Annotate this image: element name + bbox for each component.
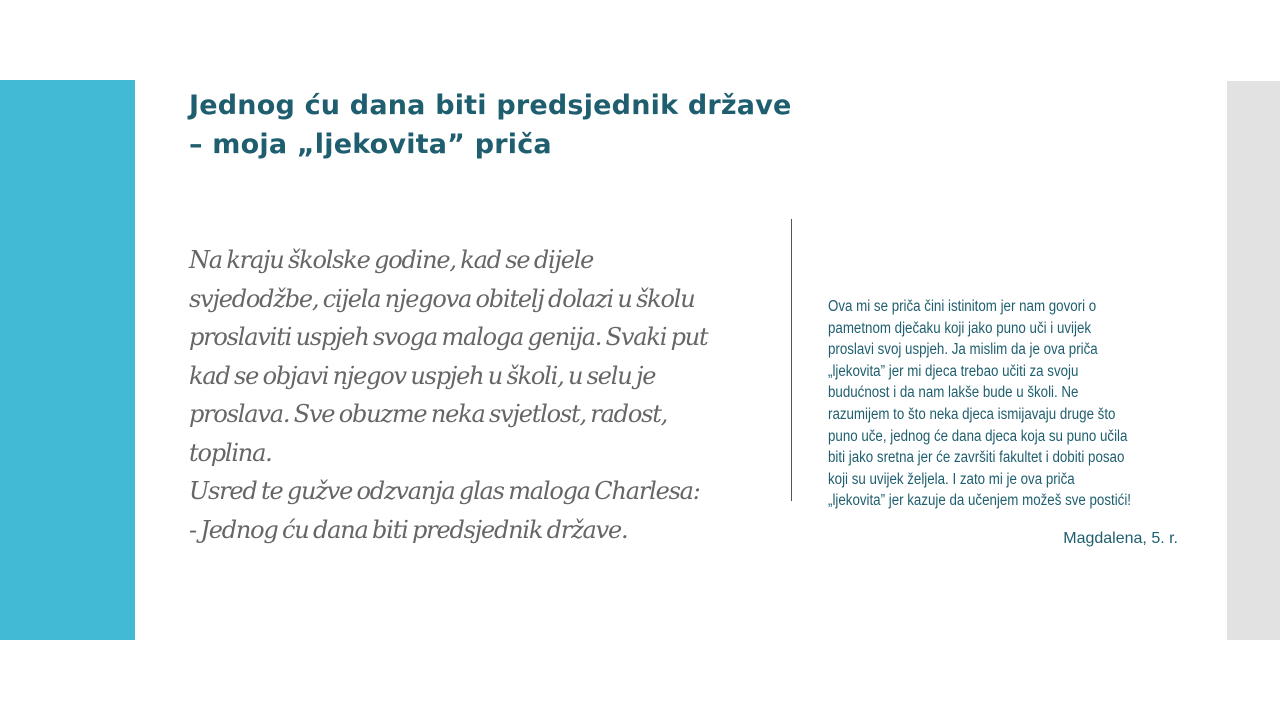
comment-line: Ova mi se priča čini istinitom jer nam govori o — [828, 298, 1097, 315]
comment-signature: Magdalena, 5. r. — [1063, 530, 1178, 547]
story-excerpt — [189, 241, 769, 549]
comment-line: biti jako sretna jer će završiti fakultet i dobiti posao — [828, 449, 1125, 467]
comment-line: budućnost i da nam lakše bude u školi. Ne — [828, 384, 1079, 402]
story-line: toplina. — [189, 438, 272, 467]
right-accent-bar — [1227, 81, 1280, 640]
story-line: proslaviti uspjeh svoga maloga genija. Svaki put — [189, 323, 708, 351]
left-accent-bar — [0, 80, 135, 640]
story-line: Usred te gužve odzvanja glas maloga Charlesa: — [189, 477, 700, 505]
story-line: - Jednog ću dana biti predsjednik države. — [189, 515, 628, 544]
slide-title — [189, 86, 792, 164]
column-divider — [791, 219, 792, 501]
comment-line: puno uče, jednog će dana djeca koja su puno učila — [828, 427, 1128, 445]
student-comment — [828, 296, 1146, 512]
story-line: Na kraju školske godine, kad se dijele — [189, 246, 594, 274]
title-line-1: Jednog ću dana biti predsjednik države — [189, 90, 792, 121]
story-line: kad se objavi njegov uspjeh u školi, u selu je — [189, 361, 656, 390]
comment-line: pametnom dječaku koji jako puno uči i uvijek — [828, 319, 1092, 337]
story-line: svjedodžbe, cijela njegova obitelj dolazi u školu — [189, 284, 695, 313]
comment-line: koji su uvijek željela. I zato mi je ova priča — [828, 470, 1075, 488]
comment-line: „ljekovita” jer mi djeca trebao učiti za svoju — [828, 362, 1079, 380]
story-line: proslava. Sve obuzme neka svjetlost, radost, — [189, 400, 668, 428]
comment-line: razumijem to što neka djeca ismijavaju druge što — [828, 405, 1116, 423]
comment-line: „ljekovita” jer kazuje da učenjem možeš sve postići! — [828, 492, 1132, 510]
comment-line: proslavi svoj uspjeh. Ja mislim da je ova priča — [828, 341, 1098, 359]
title-line-2: – moja „ljekovita” priča — [189, 129, 552, 160]
